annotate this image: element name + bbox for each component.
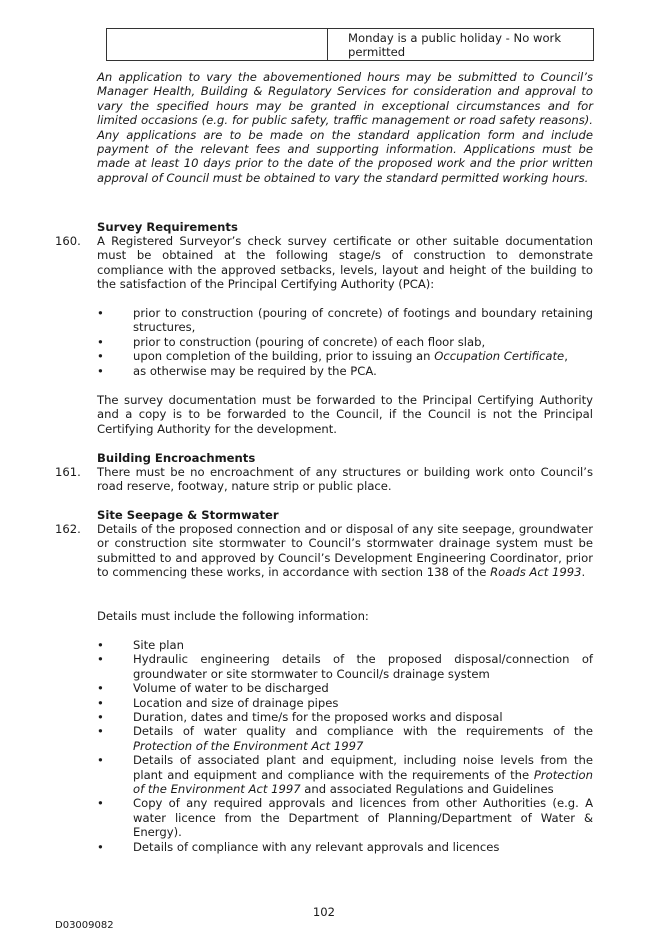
list-item: • prior to construction (pouring of concrete) of each floor slab, — [97, 334, 486, 349]
bullet-icon: • — [97, 839, 104, 854]
bullet-icon: • — [97, 681, 104, 696]
encroachments-text: There must be no encroachment of any structures or building work onto Council’s road reserve, footway, nature strip or public place. — [97, 465, 593, 494]
table-row — [107, 29, 594, 61]
hours-variation-paragraph: An application to vary the abovementioned hours may be submitted to Council’s Manager Health, Building & Regulatory Services for consideration and approval to vary the specified hours may be granted in exceptional circumstances and for limited occasions (e.g. for public safety, traffic management or road safety reasons). Any applications are to be made on the standard application form and include payment of the relevant fees and supporting information. Applications must be made at least 10 days prior to the date of the proposed work and the prior written approval of Council must be obtained to vary the standard permitted working hours. — [97, 70, 593, 185]
seepage-text: Details of the proposed connection and or disposal of any site seepage, groundwater or construction site stormwater to Council’s stormwater drainage system must be submitted to and approved by Council’s Development Engineering Coordinator, prior to commencing these works, in accordance with section 138 of the Roads Act 1993. — [97, 522, 593, 580]
survey-closing-text: The survey documentation must be forwarded to the Principal Certifying Authority and a copy is to be forwarded to the Council, if the Council is not the Principal Certifying Authority for the development. — [97, 393, 593, 436]
list-item: • Copy of any required approvals and licences from other Authorities (e.g. A water licence from the Department of Planning/Department of Water & Energy). — [97, 796, 593, 840]
list-item: • Details of compliance with any relevant approvals and licences — [97, 839, 500, 854]
survey-heading: Survey Requirements — [97, 220, 238, 234]
page-number: 102 — [312, 905, 336, 919]
list-item: • prior to construction (pouring of concrete) of footings and boundary retaining structures, — [97, 306, 593, 335]
condition-number-161: 161. — [55, 465, 81, 479]
condition-number-160: 160. — [55, 234, 81, 248]
list-item: • Details of water quality and compliance with the requirements of the Protection of the Environment Act 1997 — [97, 724, 593, 753]
survey-bullet-list — [97, 306, 593, 378]
list-item: • Volume of water to be discharged — [97, 681, 329, 696]
list-item: • upon completion of the building, prior to issuing an Occupation Certificate, — [97, 349, 568, 364]
list-item: • as otherwise may be required by the PCA. — [97, 363, 377, 378]
bullet-icon: • — [97, 652, 104, 667]
list-item: • Location and size of drainage pipes — [97, 695, 339, 710]
bullet-icon: • — [97, 796, 104, 811]
bullet-icon: • — [97, 638, 104, 652]
seepage-details-intro: Details must include the following information: — [97, 609, 369, 623]
seepage-heading: Site Seepage & Stormwater — [97, 508, 279, 522]
table-cell-monday-holiday: Monday is a public holiday - No work permitted — [328, 29, 594, 61]
list-item: • Site plan — [97, 638, 184, 652]
encroachments-heading: Building Encroachments — [97, 451, 256, 465]
bullet-icon: • — [97, 724, 104, 739]
bullet-icon: • — [97, 695, 104, 710]
bullet-icon: • — [97, 306, 104, 320]
bullet-icon: • — [97, 349, 104, 364]
condition-number-162: 162. — [55, 522, 81, 536]
list-item: • Details of associated plant and equipment, including noise levels from the plant and equipment and compliance with the requirements of the Protection of the Environment Act 1997 and associated Regulations and Guidelines — [97, 753, 593, 797]
bullet-icon: • — [97, 363, 104, 378]
bullet-icon: • — [97, 753, 104, 768]
working-hours-table — [106, 28, 594, 61]
survey-text: A Registered Surveyor’s check survey certificate or other suitable documentation must be obtained at the following stage/s of construction to demonstrate compliance with the approved setbacks, levels, layout and height of the building to the satisfaction of the Principal Certifying Authority (PCA): — [97, 234, 593, 292]
list-item: • Hydraulic engineering details of the proposed disposal/connection of groundwater or site stormwater to Council/s drainage system — [97, 652, 593, 681]
bullet-icon: • — [97, 710, 104, 725]
bullet-icon: • — [97, 334, 104, 349]
seepage-bullet-list — [97, 638, 593, 854]
document-id: D03009082 — [55, 920, 114, 931]
table-cell-empty — [107, 29, 328, 61]
list-item: • Duration, dates and time/s for the proposed works and disposal — [97, 710, 503, 725]
